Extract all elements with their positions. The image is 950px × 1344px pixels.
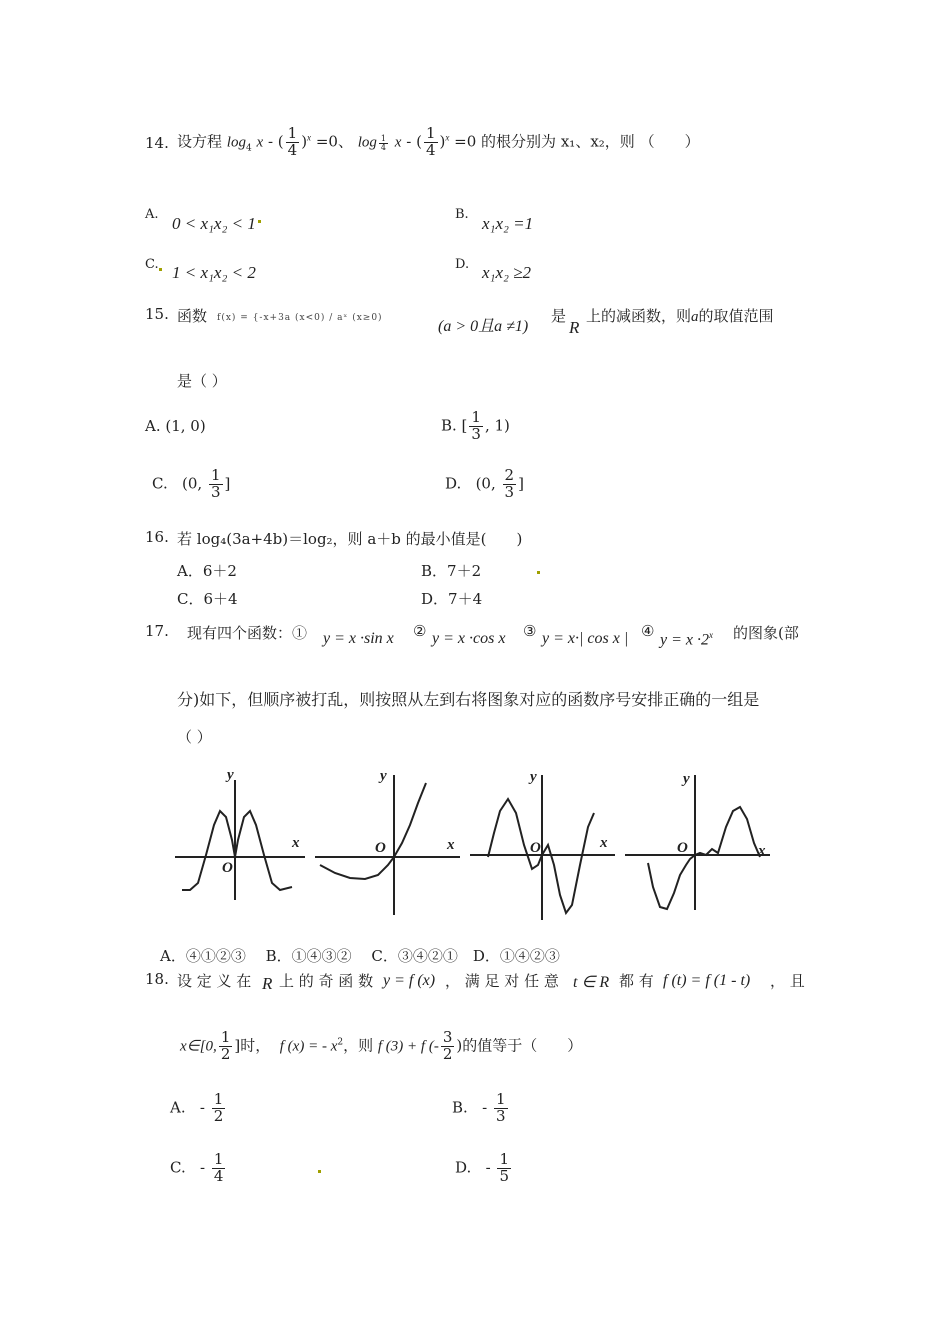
q14-eq1: =0 — [315, 132, 338, 151]
q18-d-neg: - — [485, 1158, 491, 1177]
q18-x-in: x∈[0, — [180, 1038, 217, 1055]
q15-line2: 是（ ） — [177, 372, 227, 390]
q14-number: 14. — [145, 134, 169, 152]
q18-d-den: 5 — [499, 1166, 509, 1185]
q18-tR: t ∈ R — [573, 974, 610, 991]
q17-f4-text: y = x ·2 — [660, 631, 709, 649]
graph-1-x-label: x — [292, 835, 300, 851]
q15-tail-text2: 的取值范围 — [698, 307, 774, 325]
q18-line2 — [180, 1030, 582, 1063]
q15-d-den: 3 — [504, 482, 515, 501]
graph-2-y-label: y — [380, 768, 387, 784]
q18-yfx: y = f (x) — [383, 972, 436, 989]
graph-2-curve — [320, 783, 426, 879]
q14-exp1: x — [307, 132, 312, 143]
q14-option-c: 1 < x₁x₂ < 2 — [172, 263, 256, 282]
q14-log2: log — [357, 134, 377, 151]
q17-f3: y = x·| cos x | — [542, 630, 629, 647]
q18-a-den: 2 — [213, 1106, 224, 1125]
q17-lead: 现有四个函数： — [187, 624, 293, 642]
q17-stem — [187, 622, 307, 643]
graph-4-curve — [648, 807, 760, 909]
q18-d-num: 1 — [499, 1150, 509, 1168]
q14-option-b-label: B. — [455, 207, 469, 222]
q17-line2: 分)如下，但顺序被打乱，则按照从左到右将图象对应的函数序号安排正确的一组是 — [177, 690, 760, 709]
q15-c-prefix: (0, — [182, 474, 203, 493]
q17-f2: y = x ·cos x — [432, 630, 506, 647]
q18-ask: 的值等于（ ） — [462, 1036, 583, 1055]
q17-c1: ① — [292, 624, 308, 642]
q16-number: 16. — [145, 528, 169, 546]
q17-options: A．④①②③ B．①④③② C．③④②① D．①④②③ — [160, 947, 560, 965]
q17-tail: 的图象(部 — [733, 624, 799, 642]
graph-3 — [470, 775, 615, 920]
q15-a: a — [691, 309, 699, 325]
q14-roots: x₁、x₂，则 — [560, 132, 635, 151]
q18-c-frac — [212, 1152, 226, 1185]
q18-f3: f (3) + f (- — [377, 1038, 439, 1055]
q14-base2 — [379, 135, 388, 153]
q18-h-num: 3 — [442, 1028, 453, 1046]
q15-stem — [177, 305, 207, 326]
q16-option-b: B．7＋2 — [421, 562, 482, 580]
scan-speck — [258, 220, 261, 223]
q18-b-frac — [494, 1092, 508, 1125]
graph-2 — [315, 775, 460, 915]
scan-speck — [318, 1170, 321, 1173]
q15-b-den: 3 — [471, 424, 481, 443]
q14-x1: x — [256, 134, 264, 151]
q18-c-num: 1 — [213, 1150, 224, 1168]
q14-stem: 设方程 $\log_4 x$ - ( $\frac{1}{4}$ )$^x$ =0、 log $\frac{1}{4}$ x - ( $\frac{1}{4}$ )$^x$ =0 的根分别为 x₁、x₂，则 （ ） — [177, 124, 700, 159]
q18-line1-c: ， 满 足 对 任 意 — [445, 972, 559, 990]
q18-option-d — [455, 1152, 513, 1185]
q14-option-d-label: D. — [455, 257, 470, 272]
q15-b-frac — [469, 410, 483, 443]
q14-frac1-den: 4 — [287, 140, 298, 159]
q18-c-neg: - — [200, 1158, 206, 1177]
q14-frac1 — [286, 126, 300, 159]
graph-3-y-label: y — [530, 769, 537, 785]
q18-a-neg: - — [199, 1098, 205, 1117]
q14-base2-num: 1 — [380, 133, 387, 143]
q18-line1-b: 上 的 奇 函 数 — [279, 972, 374, 990]
q15-option-a: A. (1, 0) — [145, 417, 206, 435]
q18-ft: f (t) = f (1 - t) — [663, 972, 751, 989]
q14-option-a: 0 < x₁x₂ < 1 — [172, 214, 256, 233]
q17-f1: y = x ·sin x — [323, 630, 394, 647]
q15-b-suffix: , 1) — [484, 416, 510, 435]
q18-half-num: 1 — [220, 1028, 231, 1046]
q15-is: 是 — [551, 307, 567, 325]
q14-tail: 的根分别为 — [481, 132, 557, 151]
q15-d-suffix: ] — [518, 474, 524, 493]
q15-c-num: 1 — [210, 466, 221, 484]
q17-graphs-figure — [170, 765, 785, 925]
graph-1-curve — [182, 811, 292, 890]
q16-option-c: C．6＋4 — [177, 590, 238, 608]
q18-number: 18. — [145, 970, 169, 988]
q15-condition: (a > 0且a ≠1) — [438, 318, 529, 335]
q14-minus2: - — [406, 132, 412, 151]
graph-4 — [625, 775, 770, 910]
q18-half-frac — [219, 1030, 233, 1063]
q14-option-b: x₁x₂ =1 — [482, 214, 534, 233]
q15-tail — [586, 305, 774, 326]
q18-line1-d: 都 有 — [619, 972, 654, 990]
q15-c-frac — [209, 468, 223, 501]
q14-sep: 、 — [337, 132, 353, 151]
q18-a-num: 1 — [213, 1090, 224, 1108]
q18-option-a — [170, 1092, 227, 1125]
graph-3-origin: O — [530, 840, 541, 856]
q18-c-label: C. — [170, 1158, 186, 1177]
q15-number: 15. — [145, 305, 169, 323]
scan-speck — [537, 571, 540, 574]
q15-c-label: C. — [152, 474, 168, 493]
q18-line1-a: 设 定 义 在 — [177, 972, 252, 990]
q18-c-den: 4 — [213, 1166, 224, 1185]
q14-frac2-den: 4 — [425, 140, 436, 159]
q15-b-prefix: B. [ — [441, 416, 468, 435]
q18-d-frac — [497, 1152, 511, 1185]
q15-c-den: 3 — [210, 482, 221, 501]
graph-4-x-label: x — [758, 843, 766, 859]
graph-2-x-label: x — [447, 837, 455, 853]
q18-b-num: 1 — [495, 1090, 506, 1108]
q18-option-b — [452, 1092, 510, 1125]
q15-d-frac — [503, 468, 517, 501]
q14-log1: log — [226, 134, 246, 151]
q18-fx: f (x) = - x — [279, 1038, 338, 1055]
q15-lead: 函数 — [177, 307, 208, 325]
q16-option-a: A．6＋2 — [177, 562, 237, 580]
q18-a-label: A. — [170, 1098, 186, 1117]
q14-eq2: =0 — [454, 132, 477, 151]
q18-d-label: D. — [455, 1158, 472, 1177]
q18-half-den: 2 — [220, 1044, 231, 1063]
q18-b-label: B. — [452, 1098, 468, 1117]
q14-base1: 4 — [245, 143, 252, 154]
q15-tail-text: 上的减函数，则 — [586, 307, 692, 325]
q17-line3: （ ） — [177, 728, 212, 746]
q14-paren: （ ） — [639, 132, 700, 151]
q18-b-neg: - — [482, 1098, 488, 1117]
q15-R: R — [569, 318, 580, 337]
graph-1 — [175, 780, 305, 900]
q15-d-label: D. — [445, 474, 462, 493]
q18-h-den: 2 — [442, 1044, 453, 1063]
q17-c2: ② — [413, 622, 427, 640]
q14-lead: 设方程 — [177, 132, 223, 151]
q14-minus1: - — [267, 132, 274, 151]
graph-2-origin: O — [375, 840, 386, 856]
q15-option-b — [441, 410, 510, 443]
q14-base2-den: 4 — [380, 143, 387, 153]
q14-frac1-num: 1 — [287, 124, 298, 142]
q16-option-d: D．7＋4 — [421, 590, 483, 608]
q18-R: R — [262, 974, 273, 993]
q14-frac2-num: 1 — [425, 124, 436, 142]
q14-x2: x — [394, 134, 402, 151]
q18-sq: 2 — [337, 1037, 344, 1048]
q18-option-c — [170, 1152, 227, 1185]
graph-1-origin: O — [222, 860, 233, 876]
q18-b-den: 3 — [495, 1106, 506, 1125]
q18-a-frac — [212, 1092, 226, 1125]
q14-exp2: x — [445, 132, 450, 143]
q17-c3: ③ — [523, 622, 537, 640]
q18-x-in-end: ]时， — [234, 1036, 271, 1055]
q17-c4: ④ — [641, 622, 655, 640]
q15-piecewise-function: f(x) = {-x+3a (x<0) / aˣ (x≥0) — [217, 313, 383, 323]
q17-f4 — [660, 630, 713, 649]
q14-option-c-label: C. — [145, 257, 159, 272]
graph-1-y-label: y — [227, 767, 234, 783]
q18-then: ，则 — [343, 1036, 374, 1055]
graph-4-y-label: y — [683, 771, 690, 787]
q18-three-halves — [441, 1030, 455, 1063]
q15-option-c — [152, 468, 230, 501]
q14-frac2 — [424, 126, 438, 159]
q17-f4-exp: x — [709, 630, 713, 640]
graph-3-x-label: x — [600, 835, 608, 851]
q14-option-d: x₁x₂ ≥2 — [482, 263, 531, 282]
q15-c-suffix: ] — [224, 474, 231, 493]
q16-stem: 若 log₄(3a+4b)＝log₂，则 a＋b 的最小值是( ) — [177, 530, 523, 548]
q15-b-num: 1 — [471, 408, 481, 426]
q15-option-d — [445, 468, 524, 501]
q15-d-prefix: (0, — [475, 474, 496, 493]
q18-line1-e: ， 且 — [770, 972, 805, 990]
q17-number: 17. — [145, 622, 169, 640]
q18-f3-end: ) — [456, 1036, 463, 1055]
scan-speck — [159, 268, 162, 271]
q14-option-a-label: A. — [145, 207, 159, 222]
q15-d-num: 2 — [504, 466, 515, 484]
graph-4-origin: O — [677, 840, 688, 856]
